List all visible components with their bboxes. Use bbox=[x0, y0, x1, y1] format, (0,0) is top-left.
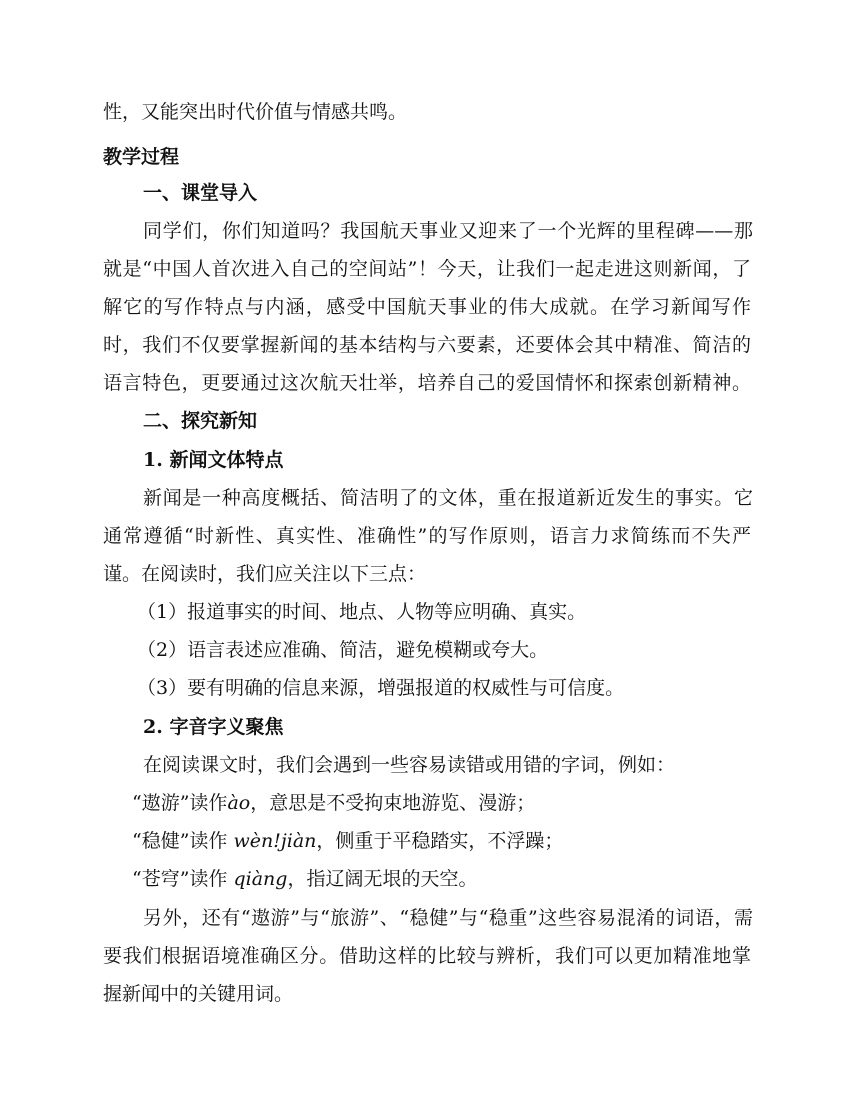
sub1-paragraph-line: 谨。在阅读时，我们应关注以下三点： bbox=[103, 563, 427, 585]
sub2-heading: 2. 字音字义聚焦 bbox=[143, 716, 284, 738]
part1-paragraph-line: 同学们，你们知道吗？我国航天事业又迎来了一个光辉的里程碑——那 bbox=[143, 220, 753, 242]
sub1-heading: 1. 新闻文体特点 bbox=[143, 449, 284, 471]
word-term: “稳健”读作 bbox=[132, 830, 234, 852]
sub2-intro: 在阅读课文时，我们会遇到一些容易读错或用错的字词，例如： bbox=[143, 754, 676, 776]
word-term: “遨游”读作 bbox=[132, 792, 228, 814]
sub1-paragraph-line: 通常遵循“时新性、真实性、准确性”的写作原则，语言力求简练而不失严 bbox=[103, 525, 751, 547]
word-term: “苍穹”读作 bbox=[132, 868, 234, 890]
sub2-outro-line: 握新闻中的关键用词。 bbox=[103, 983, 294, 1005]
part2-heading: 二、探究新知 bbox=[143, 410, 258, 432]
sub1-point: （1）报道事实的时间、地点、人物等应明确、真实。 bbox=[137, 601, 587, 623]
word-meaning: ，指辽阔无垠的天空。 bbox=[287, 868, 478, 890]
word-pinyin: ào bbox=[227, 792, 251, 814]
part1-paragraph-line: 语言特色，更要通过这次航天壮举，培养自己的爱国情怀和探索创新精神。 bbox=[103, 372, 751, 394]
sub1-point: （2）语言表述应准确、简洁，避免模糊或夸大。 bbox=[137, 639, 549, 661]
word-entry bbox=[132, 866, 477, 892]
section-title: 教学过程 bbox=[103, 146, 180, 168]
word-pinyin: qiàng bbox=[233, 868, 288, 890]
part1-paragraph-line: 就是“中国人首次进入自己的空间站”！今天，让我们一起走进这则新闻，了 bbox=[103, 258, 751, 280]
word-meaning: ，意思是不受拘束地游览、漫游； bbox=[250, 792, 536, 814]
sub1-point: （3）要有明确的信息来源，增强报道的权威性与可信度。 bbox=[137, 677, 625, 699]
word-entry bbox=[132, 828, 563, 854]
part1-paragraph-line: 解它的写作特点与内涵，感受中国航天事业的伟大成就。在学习新闻写作 bbox=[103, 296, 751, 318]
sub2-outro-line: 要我们根据语境准确区分。借助这样的比较与辨析，我们可以更加精准地掌 bbox=[103, 945, 751, 967]
sub1-paragraph-line: 新闻是一种高度概括、简洁明了的文体，重在报道新近发生的事实。它 bbox=[143, 487, 753, 509]
part1-paragraph-line: 时，我们不仅要掌握新闻的基本结构与六要素，还要体会其中精准、简洁的 bbox=[103, 334, 751, 356]
part1-heading: 一、课堂导入 bbox=[143, 182, 258, 204]
word-pinyin: wèn!jiàn bbox=[233, 830, 317, 852]
continuation-line: 性，又能突出时代价值与情感共鸣。 bbox=[103, 101, 408, 123]
word-entry bbox=[132, 790, 535, 816]
sub2-outro-line: 另外，还有“遨游”与“旅游”、“稳健”与“稳重”这些容易混淆的词语，需 bbox=[143, 907, 753, 929]
word-meaning: ，侧重于平稳踏实，不浮躁； bbox=[316, 830, 564, 852]
